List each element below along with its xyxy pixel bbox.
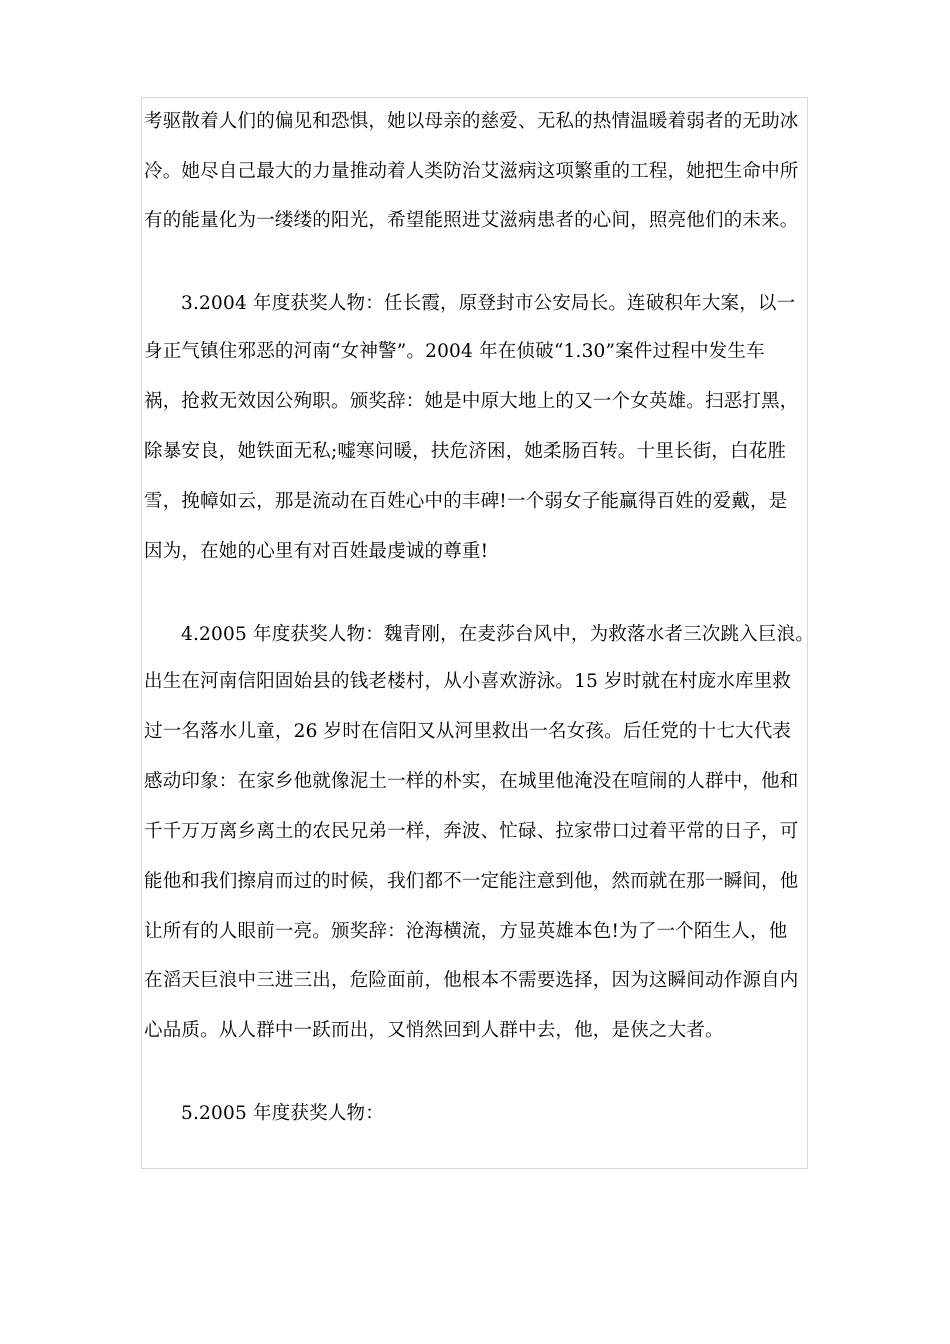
- text-line: 千千万万离乡离土的农民兄弟一样，奔波、忙碌、拉家带口过着平常的日子，可: [144, 821, 799, 842]
- text-line: 心品质。从人群中一跃而出，又悄然回到人群中去，他，是侠之大者。: [144, 1020, 724, 1041]
- text-line: 能他和我们擦肩而过的时候，我们都不一定能注意到他，然而就在那一瞬间，他: [144, 871, 799, 892]
- text-line: 祸，抢救无效因公殉职。颁奖辞：她是中原大地上的又一个女英雄。扫恶打黑，: [144, 391, 799, 412]
- text-line: 有的能量化为一缕缕的阳光，希望能照进艾滋病患者的心间，照亮他们的未来。: [144, 210, 799, 231]
- paragraph-heading-line: 4.2005 年度获奖人物：魏青刚，在麦莎台风中，为救落水者三次跳入巨浪。: [181, 624, 815, 645]
- text-line: 考驱散着人们的偏见和恐惧，她以母亲的慈爱、无私的热情温暖着弱者的无助冰: [144, 111, 799, 132]
- text-line: 感动印象：在家乡他就像泥土一样的朴实，在城里他淹没在喧闹的人群中，他和: [144, 771, 799, 792]
- text-line: 过一名落水儿童，26 岁时在信阳又从河里救出一名女孩。后任党的十七大代表: [144, 721, 792, 742]
- text-line: 让所有的人眼前一亮。颁奖辞：沧海横流，方显英雄本色!为了一个陌生人，他: [144, 921, 788, 942]
- text-line: 除暴安良，她铁面无私;嘘寒问暖，扶危济困，她柔肠百转。十里长街，白花胜: [144, 441, 787, 462]
- text-line: 在滔天巨浪中三进三出，危险面前，他根本不需要选择，因为这瞬间动作源自内: [144, 970, 799, 991]
- text-line: 因为，在她的心里有对百姓最虔诚的尊重!: [144, 541, 489, 562]
- text-line: 雪，挽幛如云，那是流动在百姓心中的丰碑!一个弱女子能赢得百姓的爱戴，是: [144, 491, 788, 512]
- paragraph-heading-line: 3.2004 年度获奖人物：任长霞，原登封市公安局长。连破积年大案，以一: [181, 293, 796, 314]
- text-line: 身正气镇住邪恶的河南“女神警”。2004 年在侦破“1.30”案件过程中发生车: [144, 341, 765, 362]
- text-line: 冷。她尽自己最大的力量推动着人类防治艾滋病这项繁重的工程，她把生命中所: [144, 161, 799, 182]
- paragraph-heading-line: 5.2005 年度获奖人物：: [181, 1103, 384, 1124]
- text-line: 出生在河南信阳固始县的钱老楼村，从小喜欢游泳。15 岁时就在村庞水库里救: [144, 671, 792, 692]
